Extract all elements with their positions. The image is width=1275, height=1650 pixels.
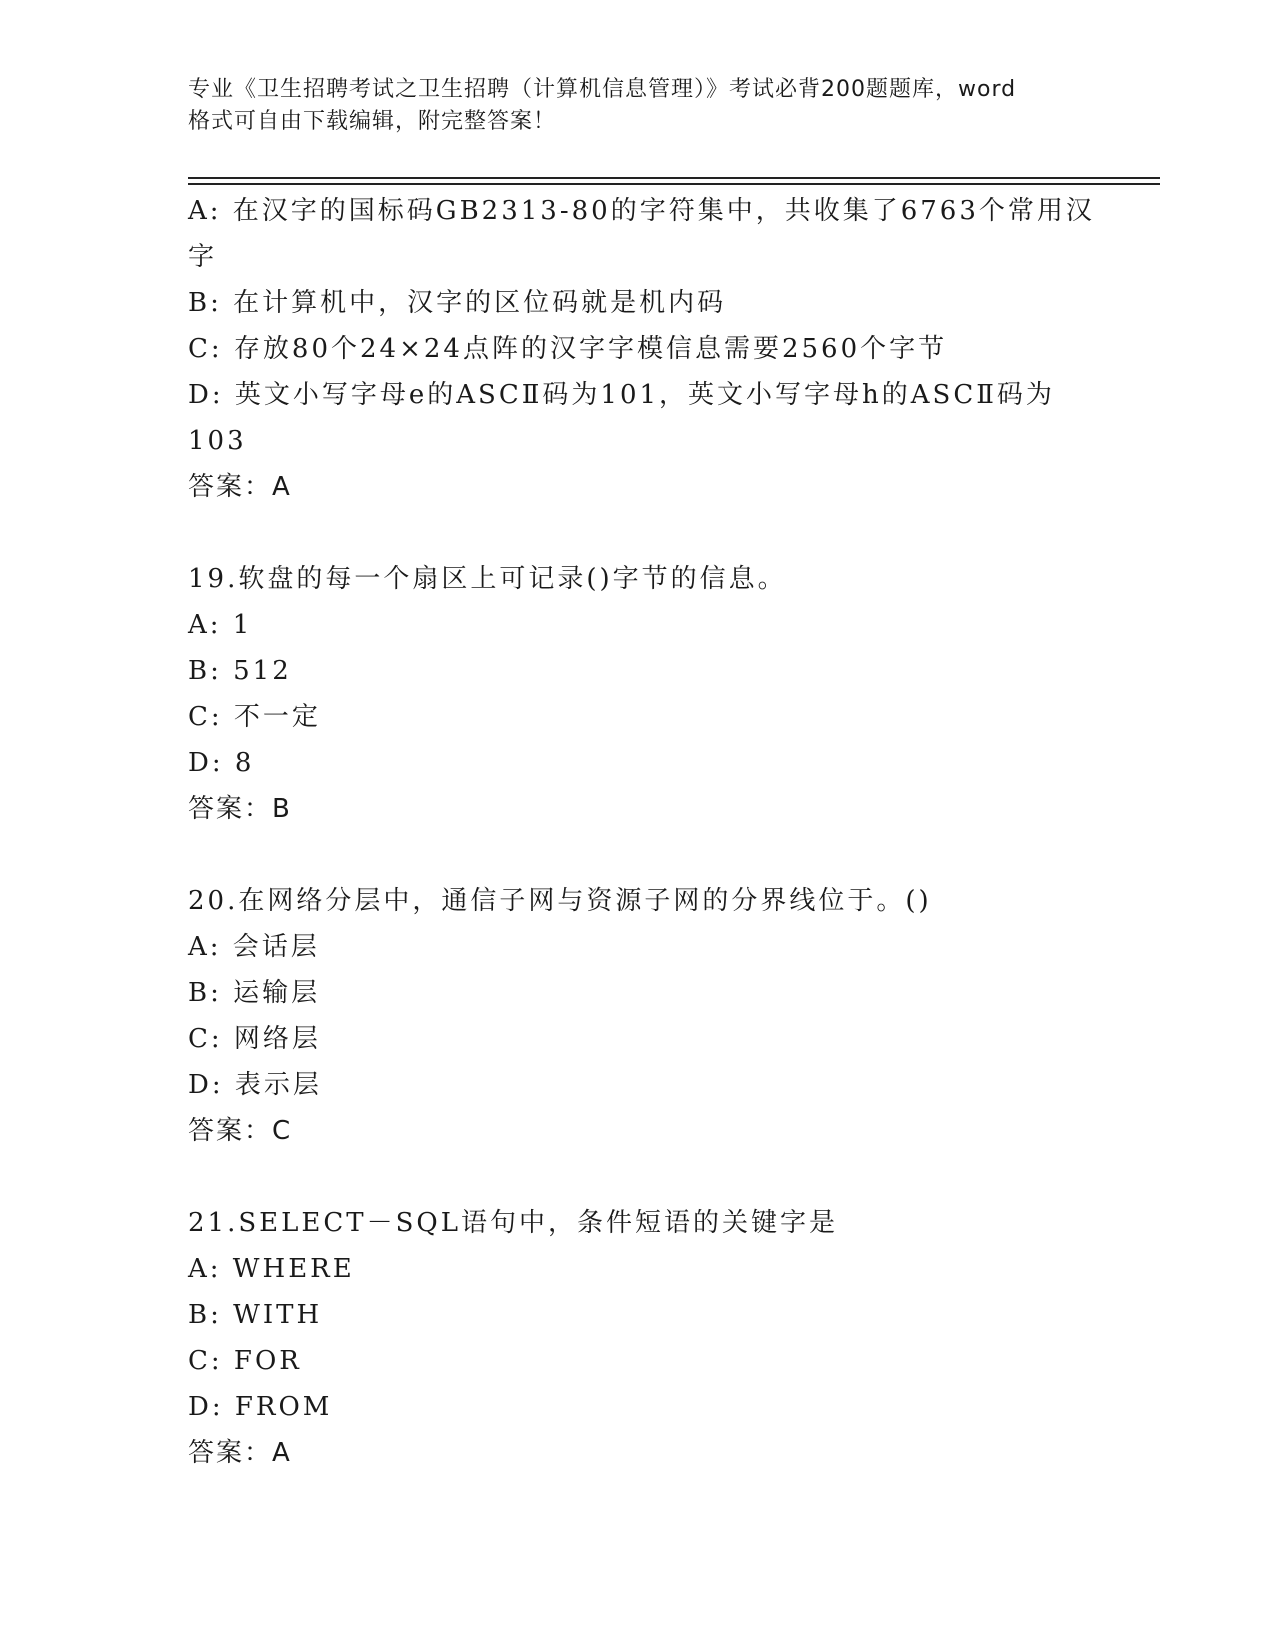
header-line-1: 专业《卫生招聘考试之卫生招聘（计算机信息管理）》考试必背200题题库，word xyxy=(188,77,1017,102)
header-line-2: 格式可自由下载编辑，附完整答案！ xyxy=(188,109,557,134)
option-c: C: 不一定 xyxy=(188,702,321,732)
option-d: D: FROM xyxy=(188,1392,333,1422)
option-c: C: 网络层 xyxy=(188,1024,321,1054)
question-text: 19.软盘的每一个扇区上可记录()字节的信息。 xyxy=(188,564,787,594)
answer: 答案：A xyxy=(188,1438,292,1468)
option-a: A: 1 xyxy=(188,610,253,640)
option-b: B: 运输层 xyxy=(188,978,321,1008)
answer: 答案：B xyxy=(188,794,292,824)
question-21 xyxy=(188,1200,1088,1476)
header-divider-bottom xyxy=(188,183,1160,185)
option-a-line-2: 字 xyxy=(188,242,218,272)
option-d: D: 8 xyxy=(188,748,255,778)
option-d-line-1: D: 英文小写字母e的ASCⅡ码为101，英文小写字母h的ASCⅡ码为 xyxy=(188,380,1055,410)
spacer xyxy=(188,510,1088,556)
option-a: A: WHERE xyxy=(188,1254,355,1284)
question-19 xyxy=(188,556,1088,832)
option-d-line-2: 103 xyxy=(188,426,247,456)
option-a: A: 会话层 xyxy=(188,932,320,962)
option-c: C: 存放80个24×24点阵的汉字字模信息需要2560个字节 xyxy=(188,334,948,364)
document-header xyxy=(188,74,1118,138)
question-list xyxy=(188,188,1095,1476)
option-b: B: 在计算机中，汉字的区位码就是机内码 xyxy=(188,288,727,318)
spacer xyxy=(188,832,1088,878)
option-a-line-1: A: 在汉字的国标码GB2313-80的字符集中，共收集了6763个常用汉 xyxy=(188,196,1095,226)
question-20 xyxy=(188,878,1088,1154)
question-text: 21.SELECT－SQL语句中，条件短语的关键字是 xyxy=(188,1208,839,1238)
question-text: 20.在网络分层中，通信子网与资源子网的分界线位于。() xyxy=(188,886,932,916)
spacer xyxy=(188,1154,1088,1200)
header-divider-top xyxy=(188,177,1160,179)
option-b: B: 512 xyxy=(188,656,292,686)
answer: 答案：C xyxy=(188,1116,293,1146)
option-d: D: 表示层 xyxy=(188,1070,322,1100)
answer: 答案：A xyxy=(188,472,292,502)
option-b: B: WITH xyxy=(188,1300,323,1330)
question-18 xyxy=(188,188,1095,510)
option-c: C: FOR xyxy=(188,1346,302,1376)
